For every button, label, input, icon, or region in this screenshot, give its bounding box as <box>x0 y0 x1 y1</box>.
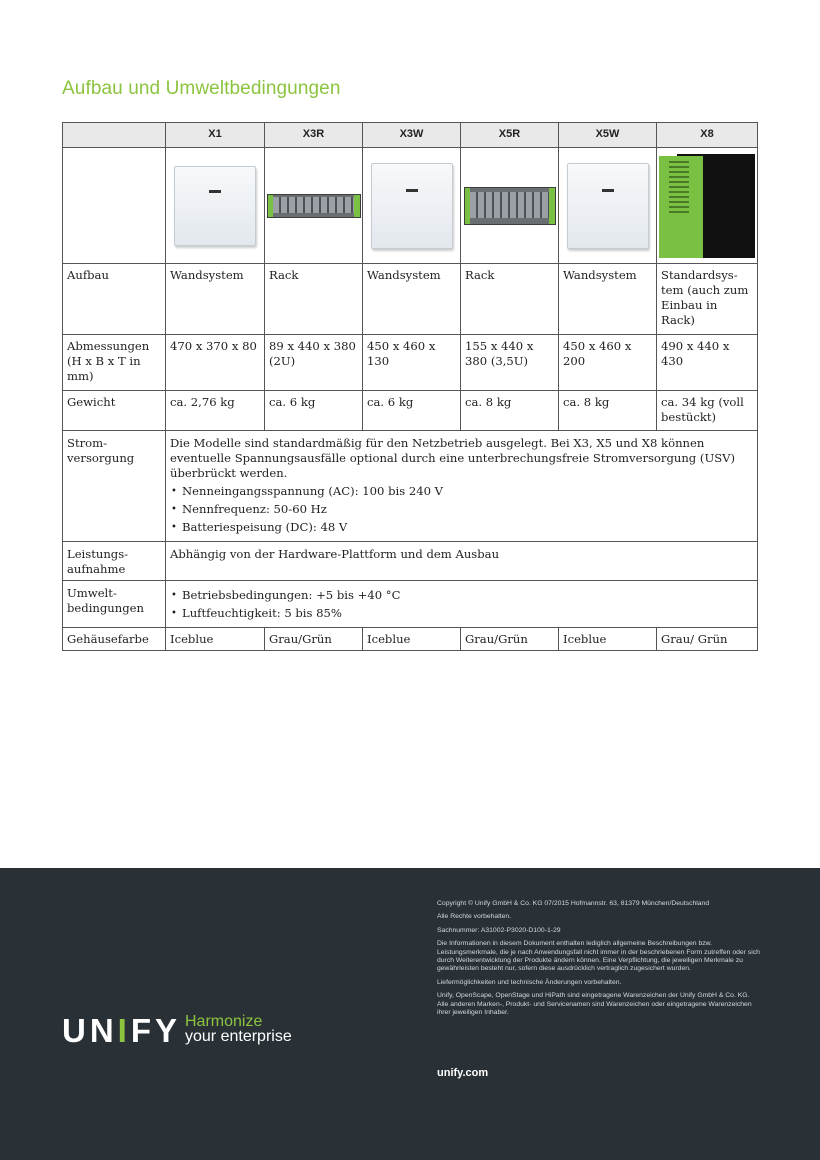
stromversorgung-list <box>170 484 753 535</box>
cell: Iceblue <box>363 628 461 651</box>
cell: Rack <box>461 264 559 335</box>
cell: 450 x 460 x 200 <box>559 335 657 391</box>
row-label: Leistungs-aufnahme <box>63 542 166 581</box>
unify-logo <box>62 1012 181 1050</box>
umweltbedingungen-cell <box>166 581 758 628</box>
stromversorgung-text: Die Modelle sind standardmäßig für den Netzbetrieb ausgelegt. Bei X3, X5 und X8 können eventuelle Spannungsausfälle optional durch eine unterbrechungsfreie Stromversorgung (USV) überbrückt werden. <box>170 436 736 480</box>
header-x3r: X3R <box>265 123 363 148</box>
cell: Wandsystem <box>559 264 657 335</box>
wall-unit-image <box>174 166 256 246</box>
legal-paragraph: Sachnummer: A31002-P3020-D100-1-29 <box>437 926 561 934</box>
tagline-line-1: Harmonize <box>185 1013 263 1030</box>
cell: 155 x 440 x 380 (3,5U) <box>461 335 559 391</box>
image-x8 <box>657 148 758 264</box>
cell: ca. 6 kg <box>363 391 461 431</box>
image-blank <box>63 148 166 264</box>
rack-unit-image <box>464 187 556 225</box>
umweltbedingungen-list <box>170 588 753 621</box>
row-label: Gehäusefarbe <box>63 628 166 651</box>
stromversorgung-cell <box>166 431 758 542</box>
list-item: • Betriebsbedingungen: +5 bis +40 °C <box>170 588 753 603</box>
row-label: Strom-versorgung <box>63 431 166 542</box>
rack-unit-image <box>267 194 361 218</box>
row-gehaeusefarbe <box>63 628 758 651</box>
cell: Wandsystem <box>166 264 265 335</box>
list-item: • Nenneingangsspannung (AC): 100 bis 240 V <box>170 484 753 499</box>
header-blank <box>63 123 166 148</box>
list-item: • Batteriespeisung (DC): 48 V <box>170 520 753 535</box>
logo-accent: I <box>117 1012 131 1049</box>
row-label: Abmessungen (H x B x T in mm) <box>63 335 166 391</box>
row-abmessungen <box>63 335 758 391</box>
cell: ca. 6 kg <box>265 391 363 431</box>
header-x5w: X5W <box>559 123 657 148</box>
header-x1: X1 <box>166 123 265 148</box>
logo-part: UN <box>62 1012 118 1049</box>
row-label: Umwelt-bedingungen <box>63 581 166 628</box>
header-x3w: X3W <box>363 123 461 148</box>
header-row <box>63 123 758 148</box>
cell: Grau/ Grün <box>657 628 758 651</box>
image-x5r <box>461 148 559 264</box>
legal-paragraph: Unify, OpenScape, OpenStage und HiPath sind eingetragene Warenzeichen der Unify GmbH & Co. KG. Alle anderen Marken-, Produkt- und Servicenamen sind Warenzeichen oder eingetragene Warenzeichen ihrer jeweiligen Inhaber. <box>437 992 752 1017</box>
cell: 470 x 370 x 80 <box>166 335 265 391</box>
wall-unit-image <box>371 163 453 249</box>
logo-part: FY <box>130 1012 182 1049</box>
list-item: • Nennfrequenz: 50-60 Hz <box>170 502 753 517</box>
header-x8: X8 <box>657 123 758 148</box>
header-x5r: X5R <box>461 123 559 148</box>
legal-paragraph: Liefermöglichkeiten und technische Änderungen vorbehalten. <box>437 978 622 986</box>
leistungsaufnahme-cell: Abhängig von der Hardware-Plattform und dem Ausbau <box>166 542 758 581</box>
image-x1 <box>166 148 265 264</box>
cell: 89 x 440 x 380 (2U) <box>265 335 363 391</box>
cell: Grau/Grün <box>265 628 363 651</box>
cell: ca. 8 kg <box>461 391 559 431</box>
cell: 450 x 460 x 130 <box>363 335 461 391</box>
cell: 490 x 440 x 430 <box>657 335 758 391</box>
wall-unit-image <box>567 163 649 249</box>
list-item: • Luftfeuchtigkeit: 5 bis 85% <box>170 606 753 621</box>
cell: Wandsystem <box>363 264 461 335</box>
spec-table <box>62 122 758 651</box>
image-x3w <box>363 148 461 264</box>
row-leistungsaufnahme <box>63 542 758 581</box>
cell: ca. 2,76 kg <box>166 391 265 431</box>
row-gewicht <box>63 391 758 431</box>
row-stromversorgung <box>63 431 758 542</box>
cell: Standardsys-tem (auch zum Einbau in Rack) <box>657 264 758 335</box>
legal-paragraph: Die Informationen in diesem Dokument enthalten lediglich allgemeine Beschreibungen bzw. Leistungsmerkmale, die je nach Anwendungsfall nicht immer in der beschriebenen Form zutreffen oder sich durch Weiterentwicklung der Produkte ändern können. Eine Verpflichtung, die jeweiligen Merkmale zu gewährleisten besteht nur, sofern diese ausdrücklich vertraglich zugesichert wurden. <box>437 940 760 973</box>
cell: Rack <box>265 264 363 335</box>
image-x3r <box>265 148 363 264</box>
row-label: Gewicht <box>63 391 166 431</box>
page-title: Aufbau und Umweltbedingungen <box>62 78 341 99</box>
cell: Grau/Grün <box>461 628 559 651</box>
row-label: Aufbau <box>63 264 166 335</box>
image-row <box>63 148 758 264</box>
tagline <box>185 1014 292 1044</box>
legal-paragraph: Copyright © Unify GmbH & Co. KG 07/2015 Hofmannstr. 63, 81379 München/Deutschland <box>437 900 710 907</box>
cell: Iceblue <box>559 628 657 651</box>
legal-text <box>437 900 762 1022</box>
cell: Iceblue <box>166 628 265 651</box>
image-x5w <box>559 148 657 264</box>
tower-unit-image <box>659 154 755 258</box>
row-umweltbedingungen <box>63 581 758 628</box>
row-aufbau <box>63 264 758 335</box>
tagline-line-2: your enterprise <box>185 1028 292 1045</box>
website-link[interactable]: unify.com <box>437 1067 489 1079</box>
cell: ca. 8 kg <box>559 391 657 431</box>
cell: ca. 34 kg (voll bestückt) <box>657 391 758 431</box>
legal-paragraph: Alle Rechte vorbehalten. <box>437 913 512 921</box>
